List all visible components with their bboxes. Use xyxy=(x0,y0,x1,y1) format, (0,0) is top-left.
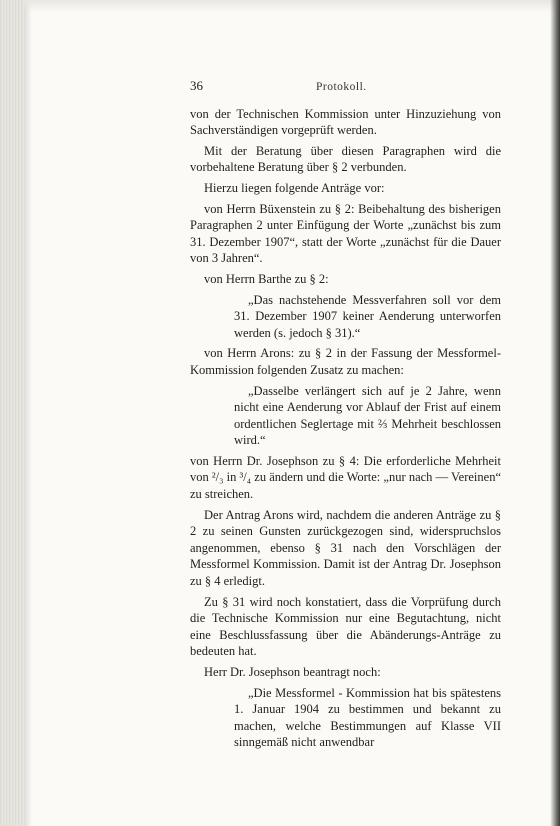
top-page-edge xyxy=(24,0,560,12)
right-page-edge xyxy=(550,0,560,826)
page-text xyxy=(190,78,501,755)
motion-josephson: von Herrn Dr. Josephson zu § 4: Die erforderliche Mehrheit von ²/₃ in ³/₄ zu ändern und die Worte: „nur nach — Vereinen“ zu streichen. xyxy=(190,453,501,502)
page-header xyxy=(190,78,501,96)
gutter-shadow xyxy=(24,0,32,826)
quoted-motion: „Das nachstehende Messverfahren soll vor dem 31. Dezember 1907 keiner Aenderung unterworfen werden (s. jedoch § 31).“ xyxy=(234,292,501,340)
paragraph: Hierzu liegen folgende Anträge vor: xyxy=(204,180,385,195)
motion-arons: von Herrn Arons: zu § 2 in der Fassung der Messformel-Kommission folgenden Zusatz zu machen: xyxy=(190,346,501,377)
motion-barthe: von Herrn Barthe zu § 2: xyxy=(204,271,329,286)
quoted-motion: „Dasselbe verlängert sich auf je 2 Jahre, wenn nicht eine Aenderung vor Ablauf der Frist auf einem ordentlichen Seglertage mit ⅔ Mehrheit beschlossen wird.“ xyxy=(234,383,501,448)
paragraph: Der Antrag Arons wird, nachdem die anderen Anträge zu § 2 zu seinen Gunsten zurückgezogen sind, widerspruchslos angenommen, ebenso § 31 nach den Vorschlägen der Messformel Kommission. Damit ist der Antrag Dr. Josephson zu § 4 erledigt. xyxy=(190,507,501,589)
motion-buexenstein: von Herrn Büxenstein zu § 2: Beibehaltung des bisherigen Paragraphen 2 unter Einfügung der Worte „zunächst bis zum 31. Dezember 1907“, statt der Worte „zunächst für die Dauer von 3 Jahren“. xyxy=(190,201,501,266)
paragraph: Mit der Beratung über diesen Paragraphen wird die vorbehaltene Beratung über § 2 verbunden. xyxy=(190,143,501,175)
quoted-motion: „Die Messformel - Kommission hat bis spätestens 1. Januar 1904 zu bestimmen und bekannt zu machen, welche Bestimmungen auf Klasse VII sinngemäß nicht anwendbar xyxy=(234,685,501,750)
paragraph: Zu § 31 wird noch konstatiert, dass die Vorprüfung durch die Technische Kommission nur eine Begutachtung, nicht eine Beschlussfassung über die Abänderungs-Anträge zu bedeuten hat. xyxy=(190,594,501,659)
paragraph: Herr Dr. Josephson beantragt noch: xyxy=(204,665,381,679)
page-number: 36 xyxy=(190,78,203,93)
running-head: Protokoll. xyxy=(316,81,367,93)
paragraph: von der Technischen Kommission unter Hinzuziehung von Sachverständigen vorgeprüft werden. xyxy=(190,106,501,138)
book-page-edges xyxy=(0,0,24,826)
